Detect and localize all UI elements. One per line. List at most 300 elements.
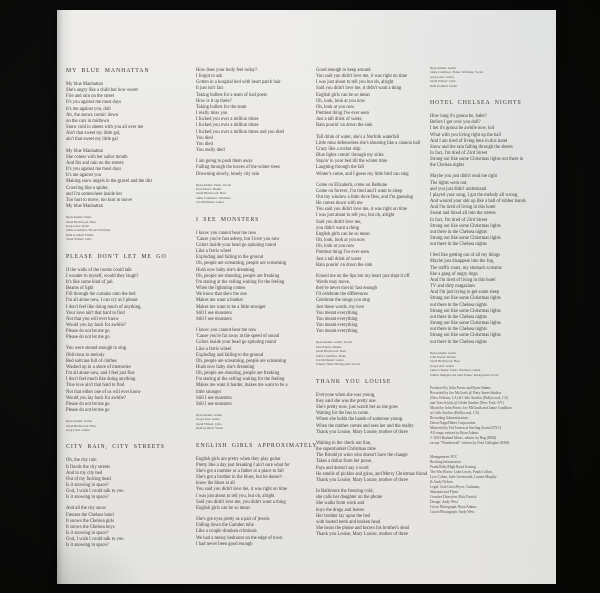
lyric-line: Strung out like some Christmas lights [430, 236, 501, 241]
lyric-line: Makes me want to be a little stronger [196, 304, 266, 310]
lyric-line: She hears the phone and knows his brother's dead [316, 525, 410, 531]
lyric-line: I fucked you over a million times [196, 117, 259, 123]
lyric-line: She's got a number or a father or a place to fall [196, 469, 284, 474]
song-title: PLEASE DON'T LET ME GO [66, 253, 167, 260]
lyric-line: You said you didn't love me, it was right on time [316, 207, 408, 213]
lyric-line: And I'm tired of living in this hotel [430, 205, 496, 211]
credit-line: Sarah Birchwood: Bass [66, 423, 96, 428]
lyric-line: the supermarket Christmas time [316, 447, 376, 453]
lyrics-stanza [316, 441, 428, 484]
lyric-line: Just these words, my love [316, 304, 365, 310]
lyric-line: she calls her daughter on the phone [316, 495, 383, 501]
lyric-line: with busted teeth and broken head [316, 519, 381, 525]
musician-credits [66, 215, 194, 241]
lyric-line: out there in the Chelsea nights [430, 242, 487, 248]
lyric-line: Pays and doesn't say a word [316, 465, 369, 471]
lyric-line: He smells of pickles and grins, and Merry Christmas friend [316, 471, 428, 477]
lyric-line: I wonder to myself, would they laugh? [66, 273, 139, 279]
lyrics-stanza [430, 114, 550, 169]
lyric-line: Drowning slowly, lonely city rain [196, 171, 260, 177]
note-line: Design: Andy West [430, 500, 458, 505]
lyric-line: out there in the Chelsea nights [430, 229, 487, 235]
column-2 [196, 68, 318, 553]
lyric-line: We had a messy bedroom on the edge of town [196, 535, 283, 541]
lyric-line: Strung out like some Christmas lights [430, 296, 501, 302]
lyric-line: I'll celebrate the differences [316, 292, 368, 298]
lyric-line: She's angry like a child but how sweet [66, 88, 138, 94]
lyric-line: Makes me want it harder, makes me want to be a [196, 383, 288, 389]
lyric-line: God, I wish I could talk to you [66, 537, 124, 543]
credit-line: Sarah Wilson: Cello [196, 421, 222, 426]
lyric-line: Said you didn't love me, [316, 219, 362, 225]
lyric-line: You meant everything [316, 316, 358, 322]
note-line: Creative Direction: Rick Patrick [430, 495, 477, 500]
lyric-line: Her brother lay upon the bed [316, 513, 371, 519]
lyrics-stanza [66, 149, 194, 211]
lyric-line: Taking bullets for a team of bad poets [196, 92, 267, 98]
lyric-line: English girls can be so mean [316, 92, 370, 98]
credit-line: Sarah Wilson: Cello [66, 237, 92, 242]
lyric-line: You died [196, 135, 213, 141]
note-line: Legal: Josh Grier/Pryor, Cashman, [430, 485, 480, 490]
note-line: Mixed by John Porter, Joe McGrath and Jamie Candiloro [430, 406, 513, 411]
lyric-line: Please do not let me go [66, 329, 110, 335]
musician-credits [196, 183, 312, 205]
lyric-line: Everyone when she was young, [316, 392, 376, 398]
lyric-line: Freezes the Chelsea hotel [66, 512, 114, 518]
lyric-line: the Chelsea nights [430, 163, 465, 169]
credit-line: Jon McDaniel: Guitar [196, 200, 224, 205]
lyric-line: Not that you will ever know [66, 316, 119, 322]
note-line: Dawn Napp/Haber Corporation [430, 421, 476, 426]
lyric-line: The traffic roars, my stomach screams [430, 265, 502, 271]
lyric-line: ain't that sweet my little gal [66, 137, 118, 143]
lyric-line: It's like some kind of jail. [66, 279, 114, 285]
song-title: THANK YOU LOUISE [316, 378, 392, 385]
lyric-line: Where she holds the hands of someone young. [316, 417, 404, 423]
credit-line: Ryan Adams: Guitar [430, 66, 457, 70]
lyrics-stanza [196, 457, 312, 512]
song-title: HOTEL CHELSEA NIGHTS [430, 100, 522, 107]
lyric-line: Celebrate the songs you sing [316, 298, 370, 304]
lyric-line: Ain't that sweet my little gal, [66, 131, 121, 137]
lyric-line: TV and dirty magazines [430, 284, 476, 290]
lyric-line: Oh, people are screaming, people are screaming [196, 261, 287, 267]
musician-credits [316, 340, 428, 366]
lyric-line: I'm all alone now, and I feel just fine [66, 371, 135, 377]
credit-line: Sarah Birchwood: Bass [316, 349, 346, 354]
lyric-line: Making snow angels in the gravel and the dirt [66, 179, 152, 185]
lyrics-stanza [316, 489, 428, 538]
lyric-line: Takes a dollar from her purse, [316, 459, 373, 465]
credit-line: Johnny Tuttle: Background Vocals [316, 362, 360, 367]
lyric-line: Too hurt to move, too hurt to move [66, 197, 132, 203]
lyric-line: And I'm tired of living in this hotel [430, 277, 496, 283]
note-line: Lyor Cohen, Julie Greenwald, Lauren Murphy [430, 475, 497, 480]
lyrics-stanza [66, 346, 194, 414]
lyric-line: I know you cannot hear me now [196, 328, 257, 334]
lyric-line: Is it snowing in space? [66, 531, 109, 537]
credit-line: Ryan Adams: Piano, Vocals [196, 182, 232, 187]
column-1 [66, 68, 194, 555]
lyric-line: Falling down the Camden tube [196, 523, 254, 529]
lyric-line: I'm staring at the ceiling waiting for the feeling [196, 279, 285, 285]
lyric-line: Rain pourin' on down the sink [316, 262, 373, 268]
lyric-line: If the walls of the rooms could talk [66, 267, 132, 273]
production-notes [430, 386, 550, 446]
lyric-line: Maybe just disappear into the fog, [430, 259, 495, 265]
credit-line: Jamie Candiloro: Piano [316, 353, 346, 358]
lyric-line: You said you didn't love me, it was right on time [316, 74, 408, 80]
lyric-line: I was just about to tell you, but oh, alright [196, 493, 275, 499]
lyric-line: Pretty like a day just breaking I ain't sure what for [196, 462, 290, 468]
lyric-line: We know that she's the one [196, 292, 247, 298]
lyric-line: My blue Manhattan [66, 82, 103, 87]
lyric-line: Strung out like some Christmas lights [430, 333, 501, 339]
credit-line: Ryan Adams: Guitar [196, 413, 223, 418]
lyrics-stanza [66, 82, 194, 144]
lyric-line: It's me against you [66, 173, 102, 179]
lyric-line: Oh, look at you now [316, 104, 355, 110]
credit-line: Greg Leisz: Guitar [430, 74, 454, 79]
lyric-line: Would you lay back for awhile? [66, 322, 126, 328]
credit-line: Johnny Melgida and John Fauser: Background Vocals [430, 372, 499, 377]
musician-credits [66, 419, 194, 432]
credit-line: Sarah Birchwood: Bass [66, 219, 96, 224]
musician-credits [196, 413, 312, 431]
lyric-line: Before I get over you doll? [430, 120, 481, 126]
lyric-line: And wound your shit up like a ball of rubber bands [430, 199, 526, 205]
lyric-line: Just a tall drink of water, [316, 117, 363, 123]
lyric-line: When the lightning comes [196, 286, 246, 292]
credit-line: Paul Fauser: Drums [196, 187, 222, 192]
lyric-line: My blue Manhattan [66, 203, 103, 209]
lyric-line: Fill through the curtains onto the bed [66, 292, 136, 298]
credit-line: Sarah Birchwood: Bass [430, 359, 460, 364]
lyric-line: Snow and the rain falling through the sheets [430, 144, 513, 150]
lyric-line: How long it's gonna be, babe? [430, 114, 487, 120]
lyric-line: Oh, the city rain [66, 458, 97, 464]
lyrics-stanza [316, 135, 428, 178]
lyric-line: I don't feel much like doing anything [66, 377, 136, 383]
lyric-line: Strung out like some Christmas lights [430, 223, 501, 229]
lyric-line: Hush now baby she's dreaming [196, 267, 255, 273]
lyric-line: I was just about to tell you, but oh, alright [316, 213, 395, 219]
lyric-line: they said she was the pretty one [316, 399, 376, 404]
lyric-line: You meant everything [316, 323, 358, 329]
lyric-line: out there in the Chelsea nights [430, 314, 487, 320]
credit-line: Greg Leisz: Guitar [196, 417, 220, 422]
lyric-line: She's got a brother in the blues, but he doesn't [196, 475, 282, 481]
lyric-line: and I'm somewhere inside her [66, 191, 123, 197]
lyric-line: I fucked you over a million times and you died [196, 129, 284, 135]
lyric-line: English girls are pretty when they play guitar [196, 456, 281, 462]
lyric-line: know the blues at all [196, 481, 235, 487]
lyric-line: I really miss you [196, 111, 228, 117]
note-line: Produced by John Porter and Ryan Adams [430, 386, 491, 391]
lyric-line: Laughing through the fall [316, 165, 365, 171]
lyric-line: She walks from work and [316, 501, 365, 507]
lyric-line: Red suitcase full of clothes [66, 358, 117, 364]
lyrics-stanza [66, 506, 194, 549]
lyric-line: Still I see monsters [196, 316, 232, 322]
credit-line: John Fauser: Drums [430, 355, 456, 360]
note-line: except "Wonderwall" written by Noel Gallagher (BMI) [430, 441, 510, 446]
lyric-line: Is it snowing in space? [66, 483, 109, 488]
page [57, 10, 556, 584]
note-line: Recording Administration: [430, 416, 469, 421]
credit-line: Paul Fauser: Drums [316, 344, 342, 349]
lyric-line: Your love ain't that hard to find [66, 310, 125, 316]
lyric-line: Said you didn't love me, you didn't want a thing [196, 499, 286, 505]
lyric-line: She comes with her sailor mouth [66, 154, 128, 160]
lyrics-stanza [316, 393, 428, 436]
lyric-line: Oh, look at you now [316, 244, 355, 250]
lyric-line: I'm all alone now, I can cry as I please [66, 298, 138, 304]
lyrics-stanza [196, 159, 312, 177]
lyric-line: Fire and rain on the street [66, 94, 115, 100]
lyric-line: How is it up there? [196, 98, 232, 104]
lyric-line: Colors inside your head go spinning round [196, 340, 276, 346]
lyric-line: Taking bullets for the team [196, 104, 247, 110]
lyric-line: Still I see monsters [196, 395, 232, 401]
lyric-line: Said you didn't love me, it didn't want a thing [316, 86, 402, 92]
lyric-line: And in my city bed [66, 470, 103, 476]
lyric-line: Makes me want a bunker [196, 298, 244, 304]
lyric-line: Strung out like some Christmas lights out there in [430, 157, 524, 163]
credit-line: Greg Leisz: Guitar [66, 427, 90, 432]
note-line: Management: FCC [430, 455, 458, 460]
lyrics-stanza [66, 268, 194, 342]
note-line: Sherman and Flynn [430, 490, 459, 495]
note-line: Mastered by Ted Jensen at Sterling Sound (NYC) [430, 426, 502, 431]
lyrics-stanza [430, 253, 550, 345]
lyric-line: 'Cause you're far away at the speed of sound [196, 334, 280, 340]
lyric-line: I had never been good enough [196, 541, 253, 547]
lyric-line: You meant everything [316, 310, 358, 316]
lyric-line: Words may move, [316, 280, 351, 285]
lyrics-stanza [66, 458, 194, 501]
lyric-line: It's me against you, doll [66, 106, 111, 112]
lyric-line: He comes down with me [316, 201, 363, 207]
lyric-line: It just isn't fair [196, 86, 224, 92]
lyric-line: Exploding and falling to the ground [196, 352, 264, 358]
note-line: at Cello Studios (Hollywood, CA) [430, 411, 480, 416]
lyric-line: Oh, people are screaming, people are screaming [196, 358, 287, 364]
lyric-line: Like a ferris wheel [196, 346, 232, 352]
song-title: MY BLUE MANHATTAN [66, 68, 150, 74]
lyric-line: Is it snowing in space? [66, 543, 109, 549]
lyric-line: Washed up in a shore of memories [66, 364, 131, 370]
lyric-line: What with you living right up the hall [430, 132, 501, 138]
lyric-line: Like a ferris wheel [196, 249, 232, 255]
lyric-line: Still I see monsters [196, 401, 232, 407]
credit-line: Ruth Gottlieb: Violin [196, 426, 224, 431]
lyric-line: You meant everything [316, 329, 358, 335]
lyric-line: I played your song, I got the melody all wrong, [430, 192, 519, 198]
lyric-line: Oh, look, look at you now [316, 98, 366, 104]
lyric-line: I'm staring at the ceiling waiting for the feeling [196, 377, 285, 383]
lyric-line: Snow cold in sheets with you all over me [66, 125, 144, 131]
lyric-line: In fact, I'm tired of 23rd Street [430, 217, 488, 223]
lyric-line: Please do not let me go [66, 335, 110, 341]
lyric-line: It's you against me most days [66, 167, 122, 173]
lyric-line: Waiting in the check out line, [316, 440, 372, 446]
lyric-line: out there in the Chelsea nights [430, 327, 487, 333]
lyric-line: Still I see monsters [196, 310, 232, 316]
lyric-line: you didn't want a thing [316, 225, 360, 231]
credit-line: Jon McDaniel: Guitar [316, 358, 344, 363]
lyric-line: Come on forever, I'm tired and I want to sleep [316, 188, 403, 194]
lyric-line: 'Cause you're fast asleep, but I love you now [196, 236, 280, 242]
lyric-line: Just a tall drink of water [316, 256, 362, 262]
lyric-line: Kissed me on the lips but my heart just slept it off [316, 273, 410, 279]
lyrics-stanza [316, 274, 428, 336]
note-line: All songs written by Ryan Adams [430, 431, 479, 436]
lyric-line: In Baltimore the freezing cold, [316, 489, 374, 495]
lyric-line: Strung out like some Christmas lights [430, 308, 501, 314]
lyric-line: Like a couple drunken criminals [196, 529, 257, 535]
lyric-line: God, I wish I could talk to you [66, 489, 124, 495]
lyric-line: Thank you Louise, Mary Louise, mother of three [316, 429, 408, 435]
lyric-line: Crawling like a spider, [66, 185, 109, 191]
lyric-line: I am going to push them away [196, 159, 253, 165]
lyric-line: It snows the Chelsea boys [66, 524, 115, 530]
lyric-line: Rain pourin' on down the sink [316, 123, 373, 129]
lyric-line: English girls can be so mean [196, 505, 250, 511]
lyric-line: It's you against me most days [66, 100, 122, 106]
lyric-line: And all the city snow [66, 506, 107, 512]
lyric-line: like a gang of angry dogs [430, 271, 478, 277]
lyrics-stanza [430, 174, 550, 248]
lyric-line: And fits and rain on the streets [66, 160, 124, 166]
lyric-line: You were stoned enough to sing [66, 346, 127, 352]
lyric-line: Blue lights comin' through my sides [316, 153, 384, 159]
lyric-line: The Brooklyn wino who doesn't have the change [316, 453, 408, 459]
credit-line: Ryan Adams: Guitar [430, 350, 457, 355]
lyric-line: Prettiest thing I've ever seen [316, 111, 369, 117]
lyric-line: I don't feel like doing much of anything, [66, 304, 142, 310]
credit-line: Greg Leisz: Guitar [430, 363, 454, 368]
production-notes [430, 455, 550, 515]
note-line: and Tom Schick @ Globe Studios (New York, NY) [430, 401, 504, 406]
lyric-line: Not that either one of us will ever know [66, 389, 141, 395]
lyric-line: How does your body feel today? [196, 68, 258, 73]
lyric-line: buys the drugs and leaves [316, 507, 365, 513]
lyric-line: You died [196, 141, 213, 147]
lyric-line: out there in the Chelsea nights [430, 302, 487, 308]
note-line: The War Room: Luke Lewis, Frank Callari, [430, 470, 493, 475]
lyric-line: Prettiest thing I've ever seen [316, 250, 369, 256]
lyric-line: Out my window a little dove flew, and I'm guessing [316, 194, 413, 200]
lyric-line: And I'm just trying to get some sleep [430, 290, 500, 296]
lyrics-stanza [316, 183, 428, 269]
lyric-line: Tall drink of water, she's a Norfolk waterfall [316, 134, 400, 140]
credit-line: Jamie Candiloro: Wurlitzer [196, 195, 231, 200]
credit-line: Ruth Gottlieb: Fiddle [66, 232, 94, 237]
credit-line: Sarah Wilson: Cello [430, 79, 456, 84]
credit-line: Sarah Birchwood: Bass [196, 191, 226, 196]
song-title: ENGLISH GIRLS APPROXIMATELY [196, 442, 318, 449]
lyric-line: She's pretty now, just watch her as she goes [316, 405, 398, 411]
lyric-line: Waiting for the bus to come. [316, 411, 370, 417]
lyric-line: Is it snowing in space? [66, 495, 109, 501]
note-line: Cover Photograph: Ryan Adams [430, 505, 477, 510]
credit-line: Ryan Adams: Guitar, Vocals [316, 340, 352, 345]
lyric-line: The lights went out, [430, 180, 468, 186]
credit-line: Jamie Candiloro: B3 and Wurlitzer [66, 228, 111, 233]
lyric-line: Falling through the leaves of the winter trees [196, 165, 280, 171]
lyric-line: Maybe you just didn't read me right [430, 174, 497, 180]
lyrics-stanza [316, 68, 428, 130]
lyric-line: I know you cannot hear me now [196, 230, 257, 236]
lyric-line: on the cars in midtown [66, 118, 109, 124]
lyric-line: Good enough to keep around [316, 68, 371, 73]
lyric-line: Little miss defenseless she's shooting like a cannon ball [316, 140, 421, 146]
lyric-line: Thank you Louise, Mary Louise, mother of three [316, 532, 408, 538]
note-line: (New Orleans, LA) & Cello Studios (Hollywood, CA) [430, 396, 509, 401]
lyric-line: I feel like getting out of all my things [430, 253, 501, 259]
lyric-line: And I am tired of living here in this hotel [430, 138, 508, 144]
lyric-line: Come on Elizabeth, come on Bethune [316, 182, 388, 188]
credit-line: James Chaney: Piano, Wurlitzer, Guitar [430, 368, 481, 373]
lyric-line: Oh, people are shouting, people are freaking [196, 371, 280, 377]
note-line: Frank Riley/High Road Touring [430, 465, 476, 470]
lyrics-stanza [196, 517, 312, 548]
note-line: Booking Information: [430, 460, 462, 465]
credit-line: Jamie Candiloro: Piano, Wurlitzer, Vocals [430, 70, 484, 75]
lyric-line: Sweat and blood all into the streets [430, 211, 496, 217]
lyric-line: When the mother comes and sees her and the reality [316, 423, 414, 429]
lyric-line: You really died [196, 148, 225, 154]
lyric-line: Hush now baby she's dreaming [196, 364, 255, 370]
lyric-line: Crazy like a rocket ship [316, 146, 361, 152]
credit-line: Ruth Gottlieb: Violin [430, 83, 458, 88]
note-line: Recorded by Joe McGrath @ Piety Street Studios [430, 391, 502, 396]
lyric-line: My blue Manhattan [66, 148, 103, 154]
lyric-line: English girls can be so mean [316, 231, 370, 237]
lyric-line: It snows the Chelsea girls [66, 518, 115, 524]
lyric-line: Colors inside your head go spinning round [196, 243, 276, 248]
note-line: & Andy Nelson [430, 480, 453, 485]
lyric-line: little stronger [196, 389, 222, 395]
lyric-line: Beams of light [66, 286, 94, 292]
lyric-line: It floods the city streets [66, 464, 111, 470]
lyric-line: Winter's come, and I guess my little bird can sing [316, 171, 409, 177]
column-4 [430, 64, 550, 520]
song-title: I SEE MONSTERS [196, 216, 260, 223]
lyric-line: Oh, people are shouting, people are freaking [196, 273, 280, 279]
lyric-line: Out of my fucking head [66, 476, 111, 482]
lyric-line: I fucked you over a million times [196, 123, 259, 129]
credit-line: Ryan Adams: Piano [66, 215, 92, 220]
song-title: CITY RAIN, CITY STREETS [66, 444, 165, 451]
lyrics-stanza [196, 328, 312, 408]
lyric-line: Oh, look, look at you now [316, 238, 366, 244]
lyric-line: I was just about to tell you but oh, alright [316, 80, 394, 86]
lyric-line: Thank you Louise, Mary Louise, mother of three [316, 477, 408, 483]
note-line: Couch Photograph: Andy West [430, 510, 475, 515]
lyrics-stanza [196, 68, 312, 154]
lyric-line: Strung out like some Christmas lights [430, 321, 501, 327]
lyric-line: Would you lay back for awhile? [66, 395, 126, 401]
lyric-line: Stayin' in your bed till the winter time [316, 159, 388, 165]
lyric-line: I bet it's gonna be awhile now, kid [430, 126, 495, 132]
lyric-line: In fact, I'm tired of 23rd Street [430, 150, 488, 156]
column-3 [316, 68, 428, 543]
lyric-line: Please do not let me go [66, 401, 110, 407]
credit-line: Greg Leisz: Pedal [66, 223, 89, 228]
